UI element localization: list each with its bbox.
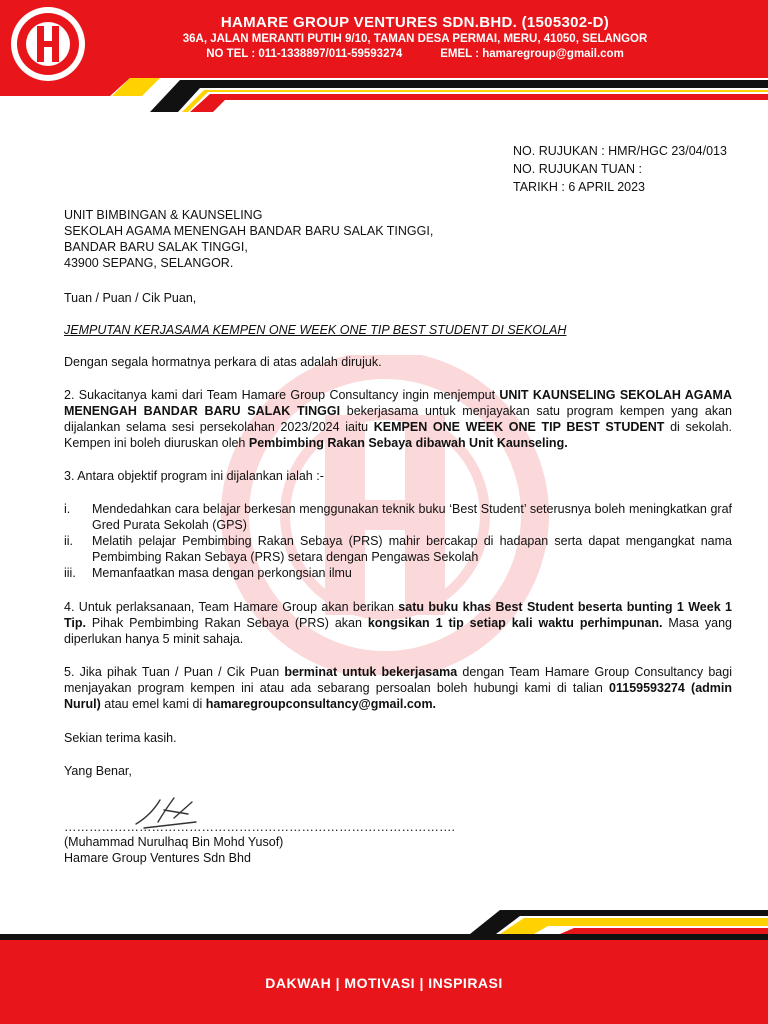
our-reference: NO. RUJUKAN : HMR/HGC 23/04/013 (513, 144, 727, 158)
recipient-line: BANDAR BARU SALAK TINGGI, (64, 240, 248, 254)
para-bold: satu buku khas Best Student beserta bunting 1 Week 1 Tip. (64, 600, 732, 630)
footer-graphic (0, 900, 768, 1024)
list-text: Melatih pelajar Pembimbing Rakan Sebaya (PRS) mahir bercakap di hadapan serta dapat mengangkat nama Pembimbing Rakan Sebaya (PRS) setara dengan Pengawas Sekolah (92, 534, 732, 564)
list-item (64, 565, 732, 581)
list-item (64, 533, 732, 565)
paragraph-5 (64, 664, 732, 712)
para-bold: berminat untuk bekerjasama (284, 665, 458, 679)
paragraph-4 (64, 599, 732, 647)
list-number: i. (64, 502, 71, 516)
intro-paragraph: Dengan segala hormatnya perkara di atas adalah dirujuk. (64, 355, 382, 369)
para-text: bekerjasama untuk menjayakan satu program kempen yang akan dijalankan selama sesi persekolahan 2023/2024 iaitu (64, 404, 732, 434)
company-phone: NO TEL : 011-1338897/011-59593274 (206, 48, 403, 60)
para-text: di sekolah. Kempen ini boleh diuruskan oleh (64, 420, 733, 450)
list-text: Mendedahkan cara belajar berkesan menggunakan teknik buku ‘Best Student’ seterusnya boleh meningkatkan graf Gred Purata Sekolah (GPS) (92, 502, 732, 532)
para-bold: 01159593274 (admin Nurul) (64, 681, 733, 711)
para-text: 5. Jika pihak Tuan / Puan / Cik Puan (64, 665, 285, 679)
recipient-address (64, 207, 732, 271)
signature-line: …………………………………………………………………………………. (64, 820, 455, 834)
list-item (64, 501, 732, 533)
para-text: Masa yang diperlukan hanya 5 minit sahaja. (64, 616, 732, 646)
company-email: EMEL : hamaregroup@gmail.com (440, 48, 624, 60)
objectives-list (64, 501, 732, 581)
recipient-line: SEKOLAH AGAMA MENENGAH BANDAR BARU SALAK TINGGI, (64, 224, 434, 238)
para-text: atau emel kami di (100, 697, 206, 711)
letter-date: TARIKH : 6 APRIL 2023 (513, 180, 646, 194)
recipient-line: 43900 SEPANG, SELANGOR. (64, 256, 234, 270)
para-text: dengan Team Hamare Group Consultancy bagi menjayakan program kempen ini atau ada sebarang persoalan boleh hubungi kami di talian (64, 665, 732, 695)
hamare-logo-icon (8, 4, 88, 84)
letter-subject: JEMPUTAN KERJASAMA KEMPEN ONE WEEK ONE TIP BEST STUDENT DI SEKOLAH (64, 323, 567, 337)
list-text: Memanfaatkan masa dengan perkongsian ilmu (92, 566, 352, 580)
company-address: 36A, JALAN MERANTI PUTIH 9/10, TAMAN DESA PERMAI, MERU, 41050, SELANGOR (182, 33, 648, 45)
para-bold: kongsikan 1 tip setiap kali waktu perhimpunan. (367, 616, 663, 630)
paragraph-2 (64, 387, 732, 451)
reference-block (513, 142, 727, 196)
sign-off: Yang Benar, (64, 764, 132, 778)
list-number: iii. (64, 566, 76, 580)
your-reference: NO. RUJUKAN TUAN : (513, 162, 642, 176)
company-info (100, 14, 730, 60)
para-text: 4. Untuk perlaksanaan, Team Hamare Group akan berikan (64, 600, 399, 614)
salutation: Tuan / Puan / Cik Puan, (64, 291, 197, 305)
footer-tagline: DAKWAH | MOTIVASI | INSPIRASI (265, 975, 503, 991)
signatory-company: Hamare Group Ventures Sdn Bhd (64, 851, 251, 865)
list-number: ii. (64, 534, 74, 548)
para-bold: UNIT KAUNSELING SEKOLAH AGAMA MENENGAH BANDAR BARU SALAK TINGGI (64, 388, 732, 418)
company-contact (100, 48, 730, 60)
para-text: Pihak Pembimbing Rakan Sebaya (PRS) akan (86, 616, 368, 630)
recipient-line: UNIT BIMBINGAN & KAUNSELING (64, 208, 263, 222)
para-bold: Pembimbing Rakan Sebaya dibawah Unit Kaunseling. (248, 436, 568, 450)
letterhead (0, 0, 768, 130)
para-bold: hamaregroupconsultancy@gmail.com. (205, 697, 437, 711)
closing: Sekian terima kasih. (64, 731, 177, 745)
company-name: HAMARE GROUP VENTURES SDN.BHD. (1505302-D) (220, 14, 610, 31)
para-bold: KEMPEN ONE WEEK ONE TIP BEST STUDENT (373, 420, 665, 434)
footer-band (0, 900, 768, 1024)
signatory-name: (Muhammad Nurulhaq Bin Mohd Yusof) (64, 835, 284, 849)
paragraph-3: 3. Antara objektif program ini dijalankan ialah :- (64, 469, 324, 483)
para-text: 2. Sukacitanya kami dari Team Hamare Group Consultancy ingin menjemput (64, 388, 500, 402)
